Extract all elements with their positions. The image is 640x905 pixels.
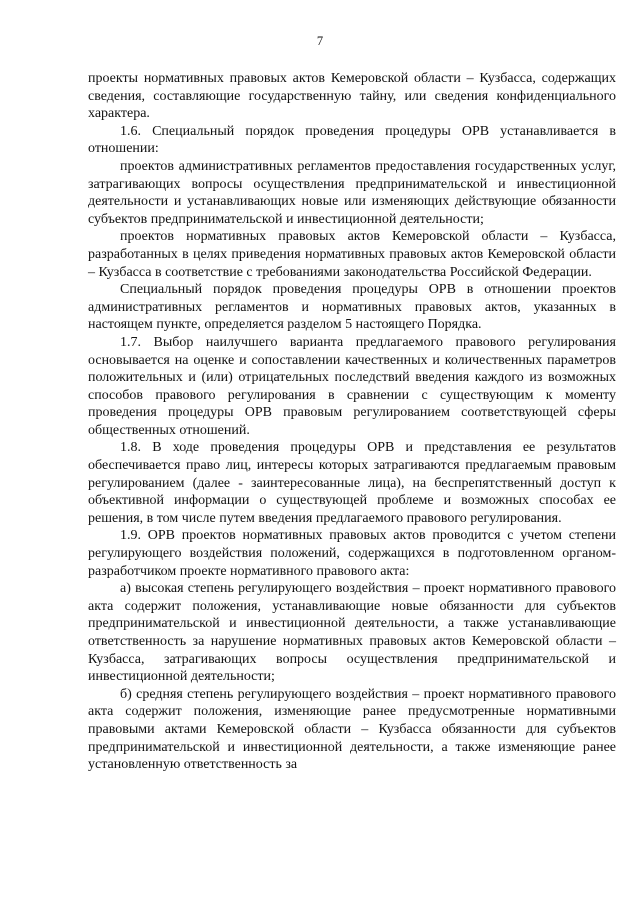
paragraph-1-continuation: проекты нормативных правовых актов Кемеровской области – Кузбасса, содержащих сведения, составляющие государственную тайну, или сведения конфиденциального характера. — [88, 71, 616, 122]
paragraph-1-7: 1.7. Выбор наилучшего варианта предлагаемого правового регулирования основывается на оценке и сопоставлении качественных и количественных параметров положительных и (или) отрицательных последствий введения каждого из возможных способов правового регулирования в сравнении с существующим к моменту проведения процедуры ОРВ правовым регулированием соответствующей сферы общественных отношений. — [88, 334, 616, 438]
paragraph-1-6: 1.6. Специальный порядок проведения процедуры ОРВ устанавливается в отношении: — [88, 123, 616, 157]
paragraph-admin-regulations: проектов административных регламентов предоставления государственных услуг, затрагивающих вопросы осуществления предпринимательской и инвестиционной деятельности и устанавливающих новые или изменяющих действующие обязанности субъектов предпринимательской и инвестиционной деятельности; — [88, 158, 616, 227]
paragraph-high-degree: а) высокая степень регулирующего воздействия – проект нормативного правового акта содержит положения, устанавливающие новые обязанности для субъектов предпринимательской и инвестиционной деятельности, а также устанавливающие ответственность за нарушение нормативных правовых актов Кемеровской области – Кузбасса, затрагивающих вопросы осуществления предпринимательской и инвестиционной деятельности; — [88, 581, 616, 685]
paragraph-medium-degree: б) средняя степень регулирующего воздействия – проект нормативного правового акта содержит положения, изменяющие ранее предусмотренные нормативными правовыми актами Кемеровской области – Кузбасса обязанности для субъектов предпринимательской и инвестиционной деятельности, а также изменяющие ранее установленную ответственность за — [88, 686, 616, 773]
paragraph-1-8: 1.8. В ходе проведения процедуры ОРВ и представления ее результатов обеспечивается право лиц, интересы которых затрагиваются предлагаемым правовым регулированием (далее - заинтересованные лица), на беспрепятственный доступ к объективной информации о существующей проблеме и возможных способах ее решения, в том числе путем введения предлагаемого правового регулирования. — [88, 440, 616, 526]
page-body — [88, 70, 616, 774]
paragraph-1-9: 1.9. ОРВ проектов нормативных правовых актов проводится с учетом степени регулирующего воздействия положений, содержащихся в подготовленном органом-разработчиком проекте нормативного правового акта: — [88, 528, 616, 579]
paragraph-regional-acts: проектов нормативных правовых актов Кемеровской области – Кузбасса, разработанных в целях приведения нормативных правовых актов Кемеровской области – Кузбасса в соответствие с требованиями законодательства Российской Федерации. — [88, 229, 616, 280]
page-number: 7 — [316, 34, 324, 48]
paragraph-special-procedure: Специальный порядок проведения процедуры ОРВ в отношении проектов административных регламентов и нормативных правовых актов, указанных в настоящем пункте, определяется разделом 5 настоящего Порядка. — [88, 282, 616, 333]
